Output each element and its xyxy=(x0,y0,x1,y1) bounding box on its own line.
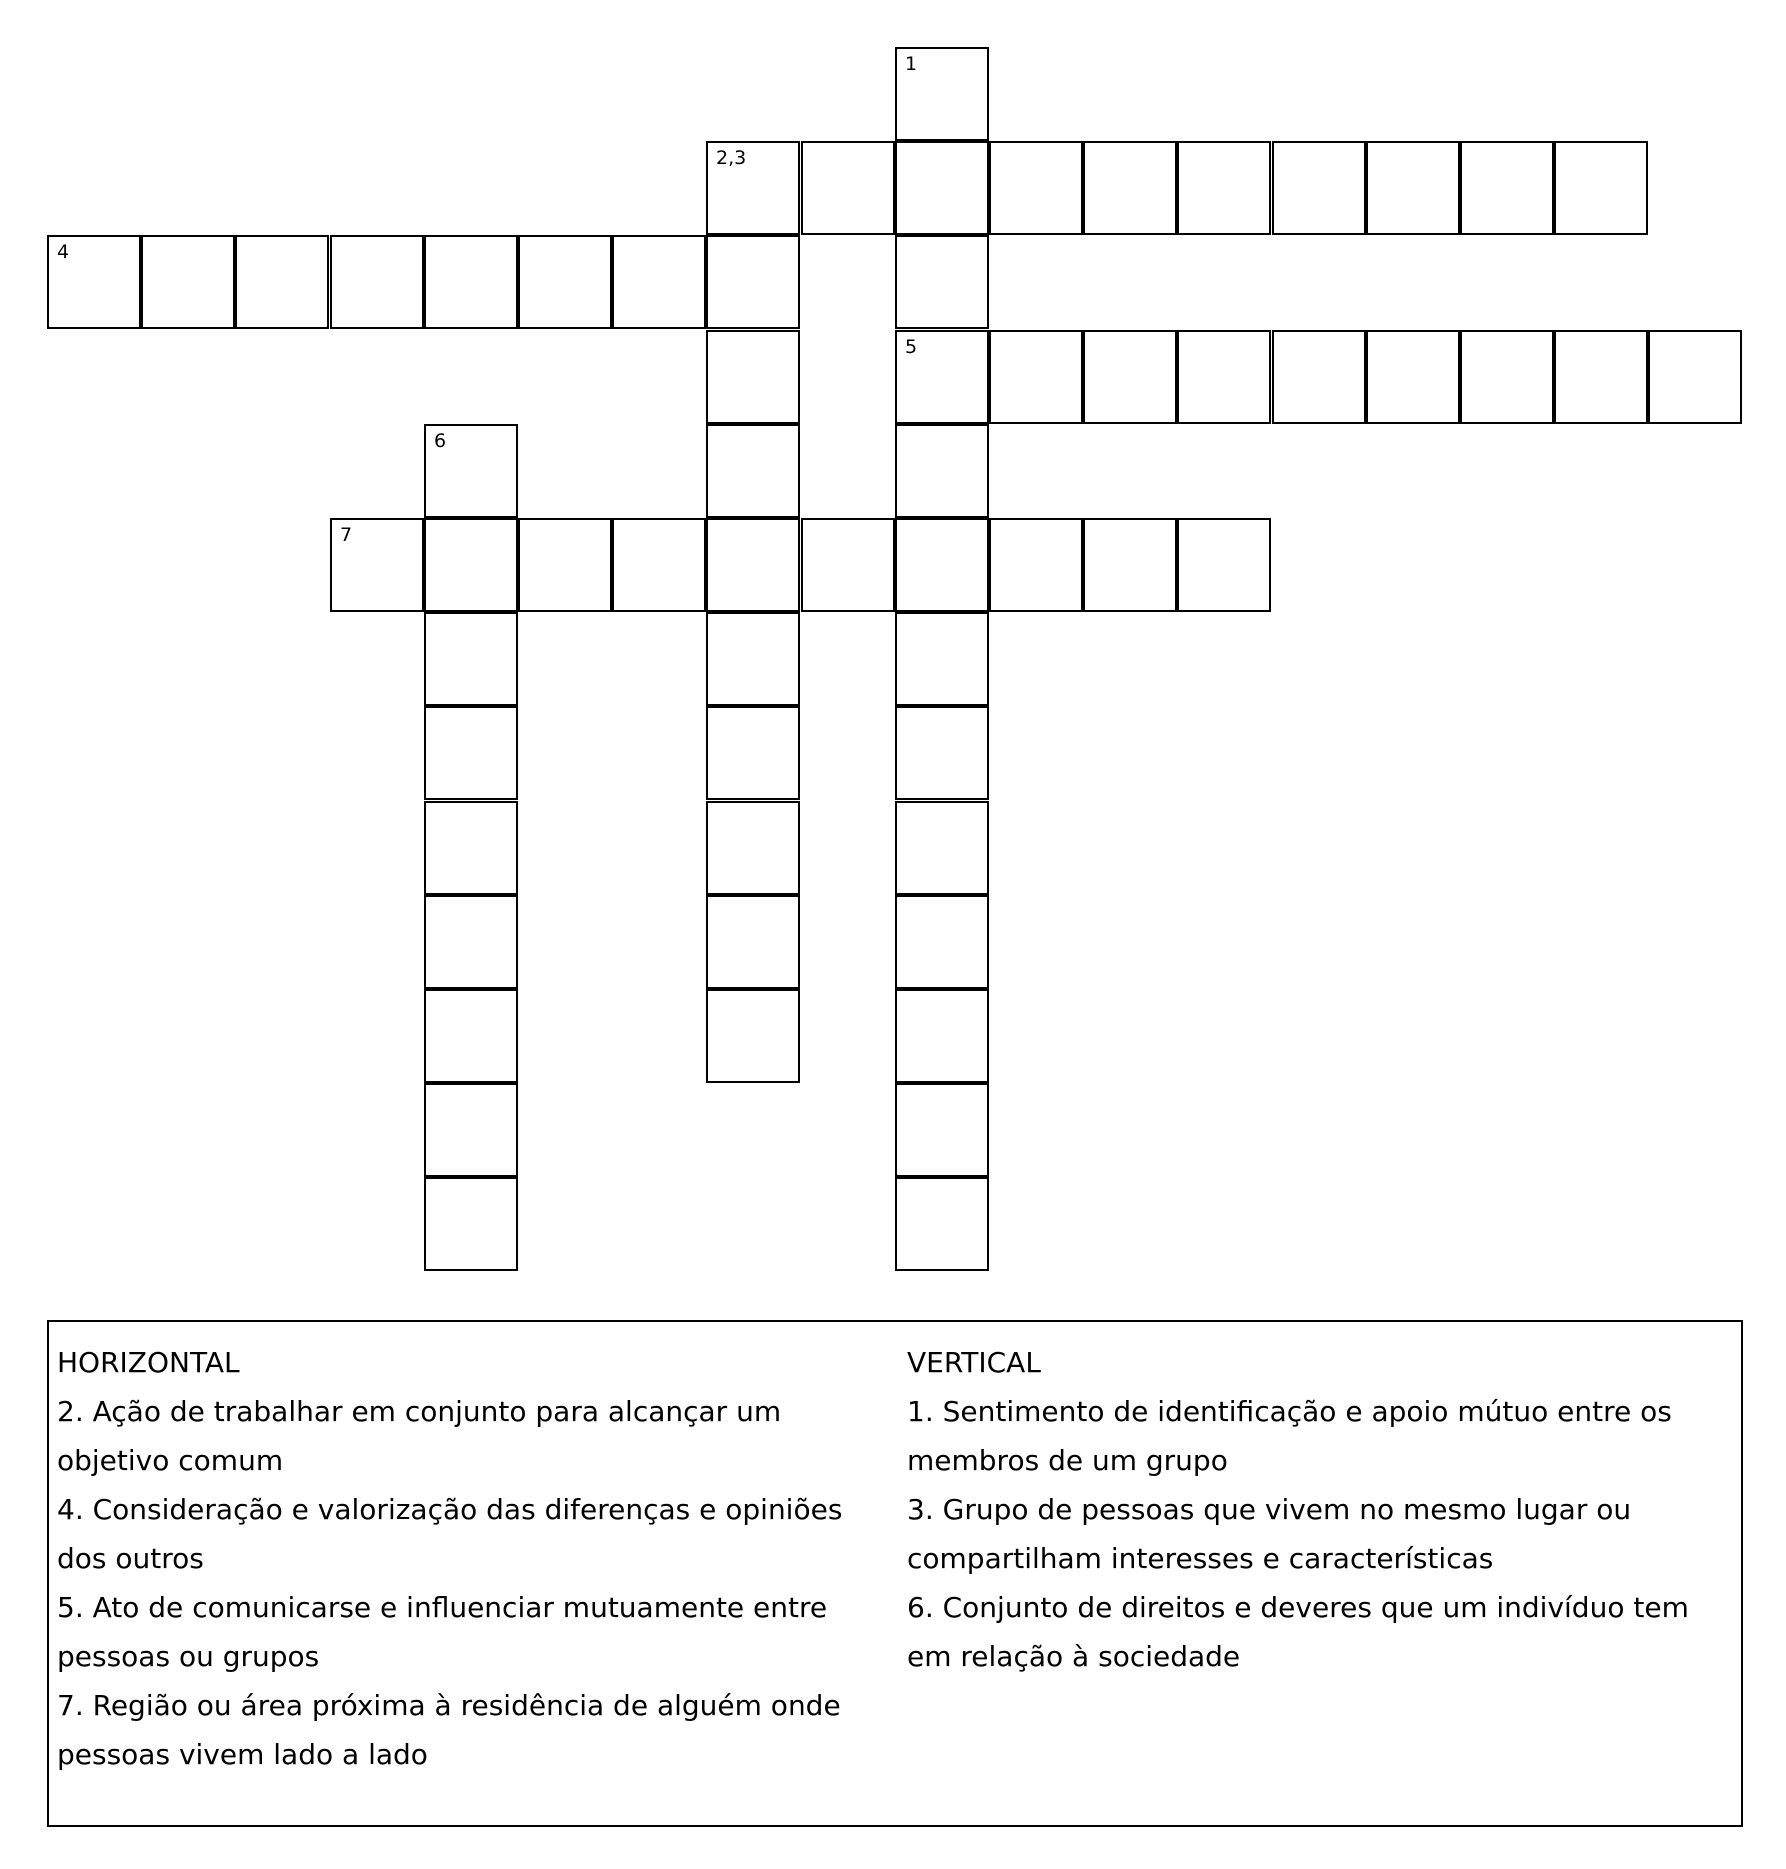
grid-cell[interactable] xyxy=(424,895,518,989)
grid-cell[interactable] xyxy=(424,989,518,1083)
grid-cell[interactable] xyxy=(895,235,989,329)
grid-cell[interactable] xyxy=(1177,141,1271,235)
clue-horizontal-4: 4. Consideração e valorização das diferenças e opiniões dos outros xyxy=(57,1493,843,1575)
grid-cell[interactable] xyxy=(1177,330,1271,424)
grid-cell[interactable] xyxy=(1648,330,1742,424)
grid-cell[interactable] xyxy=(1366,141,1460,235)
grid-cell[interactable] xyxy=(706,801,800,895)
grid-cell[interactable] xyxy=(895,895,989,989)
grid-cell[interactable] xyxy=(1554,141,1648,235)
grid-cell[interactable] xyxy=(801,141,895,235)
cell-number: 5 xyxy=(905,336,918,358)
grid-cell[interactable] xyxy=(424,424,518,518)
grid-cell[interactable] xyxy=(424,518,518,612)
grid-cell[interactable] xyxy=(895,989,989,1083)
grid-cell[interactable] xyxy=(1083,141,1177,235)
grid-cell[interactable] xyxy=(895,1083,989,1177)
grid-cell[interactable] xyxy=(1177,518,1271,612)
grid-cell[interactable] xyxy=(706,895,800,989)
grid-cell[interactable] xyxy=(706,518,800,612)
horizontal-clues xyxy=(57,1338,897,1779)
grid-cell[interactable] xyxy=(47,235,141,329)
clue-vertical-1: 1. Sentimento de identificação e apoio mútuo entre os membros de um grupo xyxy=(907,1395,1672,1477)
grid-cell[interactable] xyxy=(1554,330,1648,424)
grid-cell[interactable] xyxy=(706,141,800,235)
grid-cell[interactable] xyxy=(1460,330,1554,424)
grid-cell[interactable] xyxy=(1460,141,1554,235)
cell-number: 1 xyxy=(905,53,918,75)
grid-cell[interactable] xyxy=(424,612,518,706)
clue-vertical-3: 3. Grupo de pessoas que vivem no mesmo lugar ou compartilham interesses e características xyxy=(907,1493,1632,1575)
grid-cell[interactable] xyxy=(1272,141,1366,235)
grid-cell[interactable] xyxy=(895,47,989,141)
grid-cell[interactable] xyxy=(706,706,800,800)
clue-horizontal-2: 2. Ação de trabalhar em conjunto para alcançar um objetivo comum xyxy=(57,1395,782,1477)
grid-cell[interactable] xyxy=(706,612,800,706)
clue-vertical-6: 6. Conjunto de direitos e deveres que um indivíduo tem em relação à sociedade xyxy=(907,1591,1689,1673)
grid-cell[interactable] xyxy=(895,706,989,800)
grid-cell[interactable] xyxy=(424,1083,518,1177)
grid-cell[interactable] xyxy=(706,330,800,424)
grid-cell[interactable] xyxy=(1272,330,1366,424)
grid-cell[interactable] xyxy=(612,518,706,612)
grid-cell[interactable] xyxy=(989,141,1083,235)
grid-cell[interactable] xyxy=(895,518,989,612)
grid-cell[interactable] xyxy=(801,518,895,612)
grid-cell[interactable] xyxy=(424,706,518,800)
cell-number: 6 xyxy=(434,430,447,452)
grid-cell[interactable] xyxy=(330,518,424,612)
grid-cell[interactable] xyxy=(895,801,989,895)
vertical-heading: VERTICAL xyxy=(907,1346,1041,1379)
clues-box xyxy=(47,1320,1743,1827)
clue-horizontal-5: 5. Ato de comunicarse e influenciar mutuamente entre pessoas ou grupos xyxy=(57,1591,828,1673)
grid-cell[interactable] xyxy=(706,424,800,518)
grid-cell[interactable] xyxy=(895,424,989,518)
grid-cell[interactable] xyxy=(1366,330,1460,424)
grid-cell[interactable] xyxy=(518,518,612,612)
grid-cell[interactable] xyxy=(424,1177,518,1271)
grid-cell[interactable] xyxy=(895,141,989,235)
grid-cell[interactable] xyxy=(706,989,800,1083)
grid-cell[interactable] xyxy=(895,1177,989,1271)
grid-cell[interactable] xyxy=(989,330,1083,424)
grid-cell[interactable] xyxy=(895,612,989,706)
grid-cell[interactable] xyxy=(706,235,800,329)
grid-cell[interactable] xyxy=(989,518,1083,612)
grid-cell[interactable] xyxy=(330,235,424,329)
grid-cell[interactable] xyxy=(424,235,518,329)
grid-cell[interactable] xyxy=(612,235,706,329)
grid-cell[interactable] xyxy=(1083,518,1177,612)
cell-number: 2,3 xyxy=(716,147,747,169)
clue-horizontal-7: 7. Região ou área próxima à residência de alguém onde pessoas vivem lado a lado xyxy=(57,1689,841,1771)
grid-cell[interactable] xyxy=(895,330,989,424)
grid-cell[interactable] xyxy=(518,235,612,329)
cell-number: 4 xyxy=(57,241,70,263)
grid-cell[interactable] xyxy=(424,801,518,895)
horizontal-heading: HORIZONTAL xyxy=(57,1346,240,1379)
grid-cell[interactable] xyxy=(1083,330,1177,424)
grid-cell[interactable] xyxy=(141,235,235,329)
vertical-clues xyxy=(907,1338,1737,1681)
grid-cell[interactable] xyxy=(235,235,329,329)
cell-number: 7 xyxy=(340,524,353,546)
